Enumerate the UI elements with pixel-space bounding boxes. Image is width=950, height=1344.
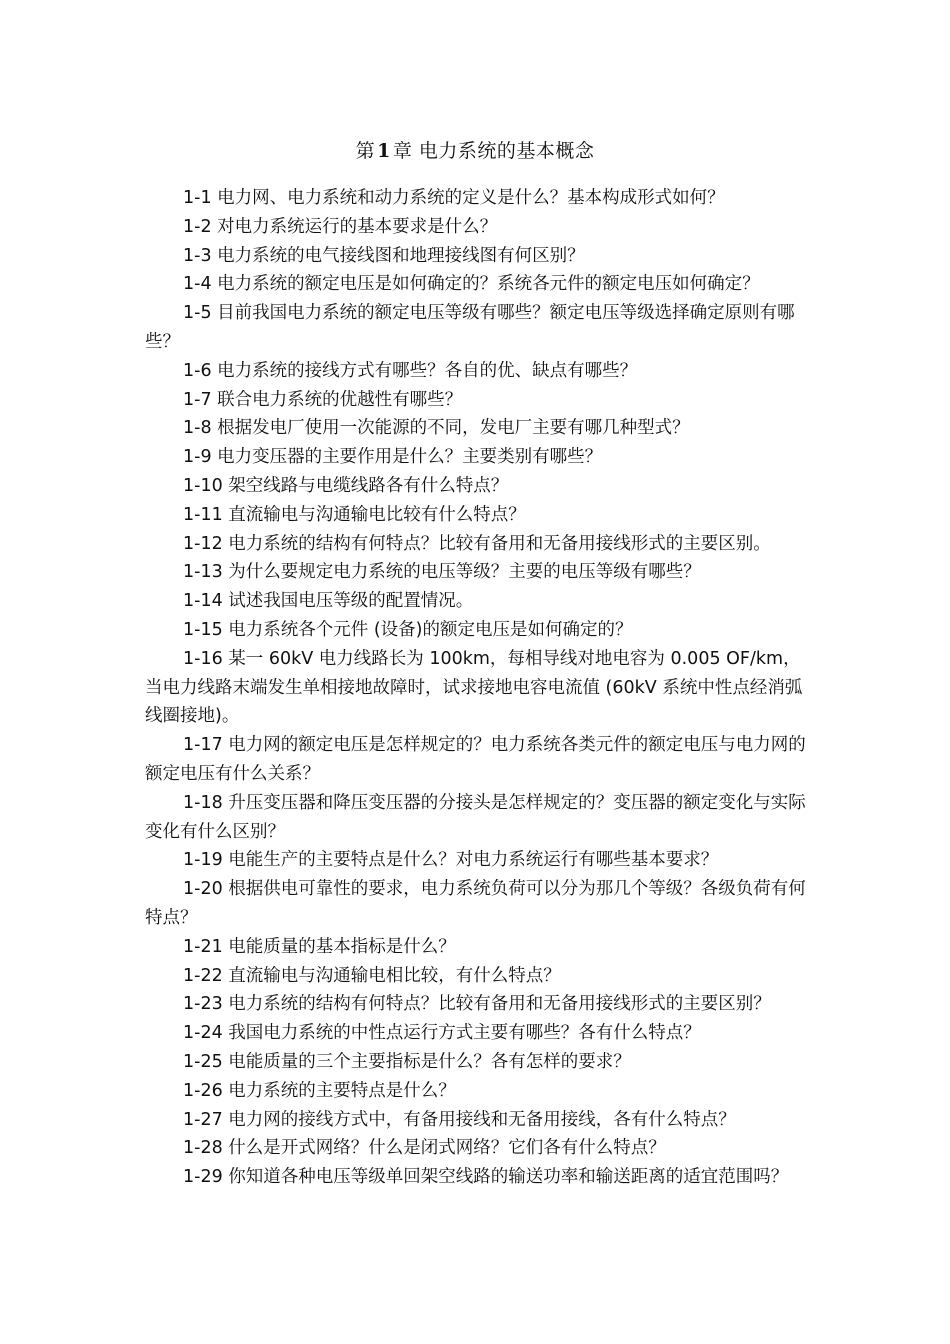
chapter-number: 1 <box>377 140 391 162</box>
question-item: 1-19 电能生产的主要特点是什么？对电力系统运行有哪些基本要求？ <box>183 850 719 871</box>
question-item: 1-4 电力系统的额定电压是如何确定的？系统各元件的额定电压如何确定？ <box>183 274 760 295</box>
question-item: 1-25 电能质量的三个主要指标是什么？各有怎样的要求？ <box>183 1051 631 1072</box>
question-item: 1-2 对电力系统运行的基本要求是什么？ <box>183 216 498 237</box>
question-item: 1-6 电力系统的接线方式有哪些？各自的优、缺点有哪些？ <box>183 360 638 381</box>
question-item: 1-1 电力网、电力系统和动力系统的定义是什么？基本构成形式如何？ <box>183 188 725 208</box>
question-item: 1-28 什么是开式网络？什么是闭式网络？它们各有什么特点？ <box>183 1138 666 1159</box>
question-item: 1-24 我国电力系统的中性点运行方式主要有哪些？各有什么特点？ <box>183 1023 701 1044</box>
question-item: 1-29 你知道各种电压等级单回架空线路的输送功率和输送距离的适宜范围吗？ <box>183 1167 789 1188</box>
question-item: 1-12 电力系统的结构有何特点？比较有备用和无备用接线形式的主要区别。 <box>183 533 771 554</box>
question-item: 1-15 电力系统各个元件 (设备)的额定电压是如何确定的？ <box>183 619 633 640</box>
chapter-title-prefix: 第 <box>355 140 376 162</box>
question-item: 1-18 升压变压器和降压变压器的分接头是怎样规定的？变压器的额定变化与实际变化有什么区别？ <box>145 792 806 842</box>
question-item: 1-26 电力系统的主要特点是什么？ <box>183 1080 456 1101</box>
question-item: 1-9 电力变压器的主要作用是什么？主要类别有哪些？ <box>183 447 603 468</box>
question-item: 1-3 电力系统的电气接线图和地理接线图有何区别？ <box>183 245 585 266</box>
question-item: 1-10 架空线路与电缆线路各有什么特点？ <box>183 475 509 496</box>
chapter-title-text: 章 电力系统的基本概念 <box>392 140 595 162</box>
question-item: 1-23 电力系统的结构有何特点？比较有备用和无备用接线形式的主要区别？ <box>183 994 771 1015</box>
question-item: 1-16 某一 60kV 电力线路长为 100km，每相导线对地电容为 0.005 OF/km，当电力线路末端发生单相接地故障时，试求接地电容电流值 (60kV 系统中性点经消弧线圈接地)。 <box>145 648 803 727</box>
question-item: 1-8 根据发电厂使用一次能源的不同，发电厂主要有哪几种型式？ <box>183 418 690 439</box>
question-item: 1-27 电力网的接线方式中，有备用接线和无备用接线，各有什么特点？ <box>183 1109 736 1130</box>
question-list <box>145 184 817 1192</box>
question-item: 1-5 目前我国电力系统的额定电压等级有哪些？额定电压等级选择确定原则有哪些？ <box>145 303 795 352</box>
question-item: 1-14 试述我国电压等级的配置情况。 <box>183 591 474 612</box>
question-item: 1-20 根据供电可靠性的要求，电力系统负荷可以分为那几个等级？各级负荷有何特点？ <box>145 879 806 928</box>
question-item: 1-11 直流输电与沟通输电比较有什么特点？ <box>183 504 526 525</box>
question-item: 1-17 电力网的额定电压是怎样规定的？电力系统各类元件的额定电压与电力网的额定电压有什么关系？ <box>145 735 806 784</box>
question-item: 1-22 直流输电与沟通输电相比较，有什么特点？ <box>183 965 561 986</box>
question-item: 1-21 电能质量的基本指标是什么？ <box>183 936 456 957</box>
question-item: 1-7 联合电力系统的优越性有哪些？ <box>183 389 463 410</box>
question-item: 1-13 为什么要规定电力系统的电压等级？主要的电压等级有哪些？ <box>183 562 701 583</box>
chapter-title <box>0 136 950 166</box>
